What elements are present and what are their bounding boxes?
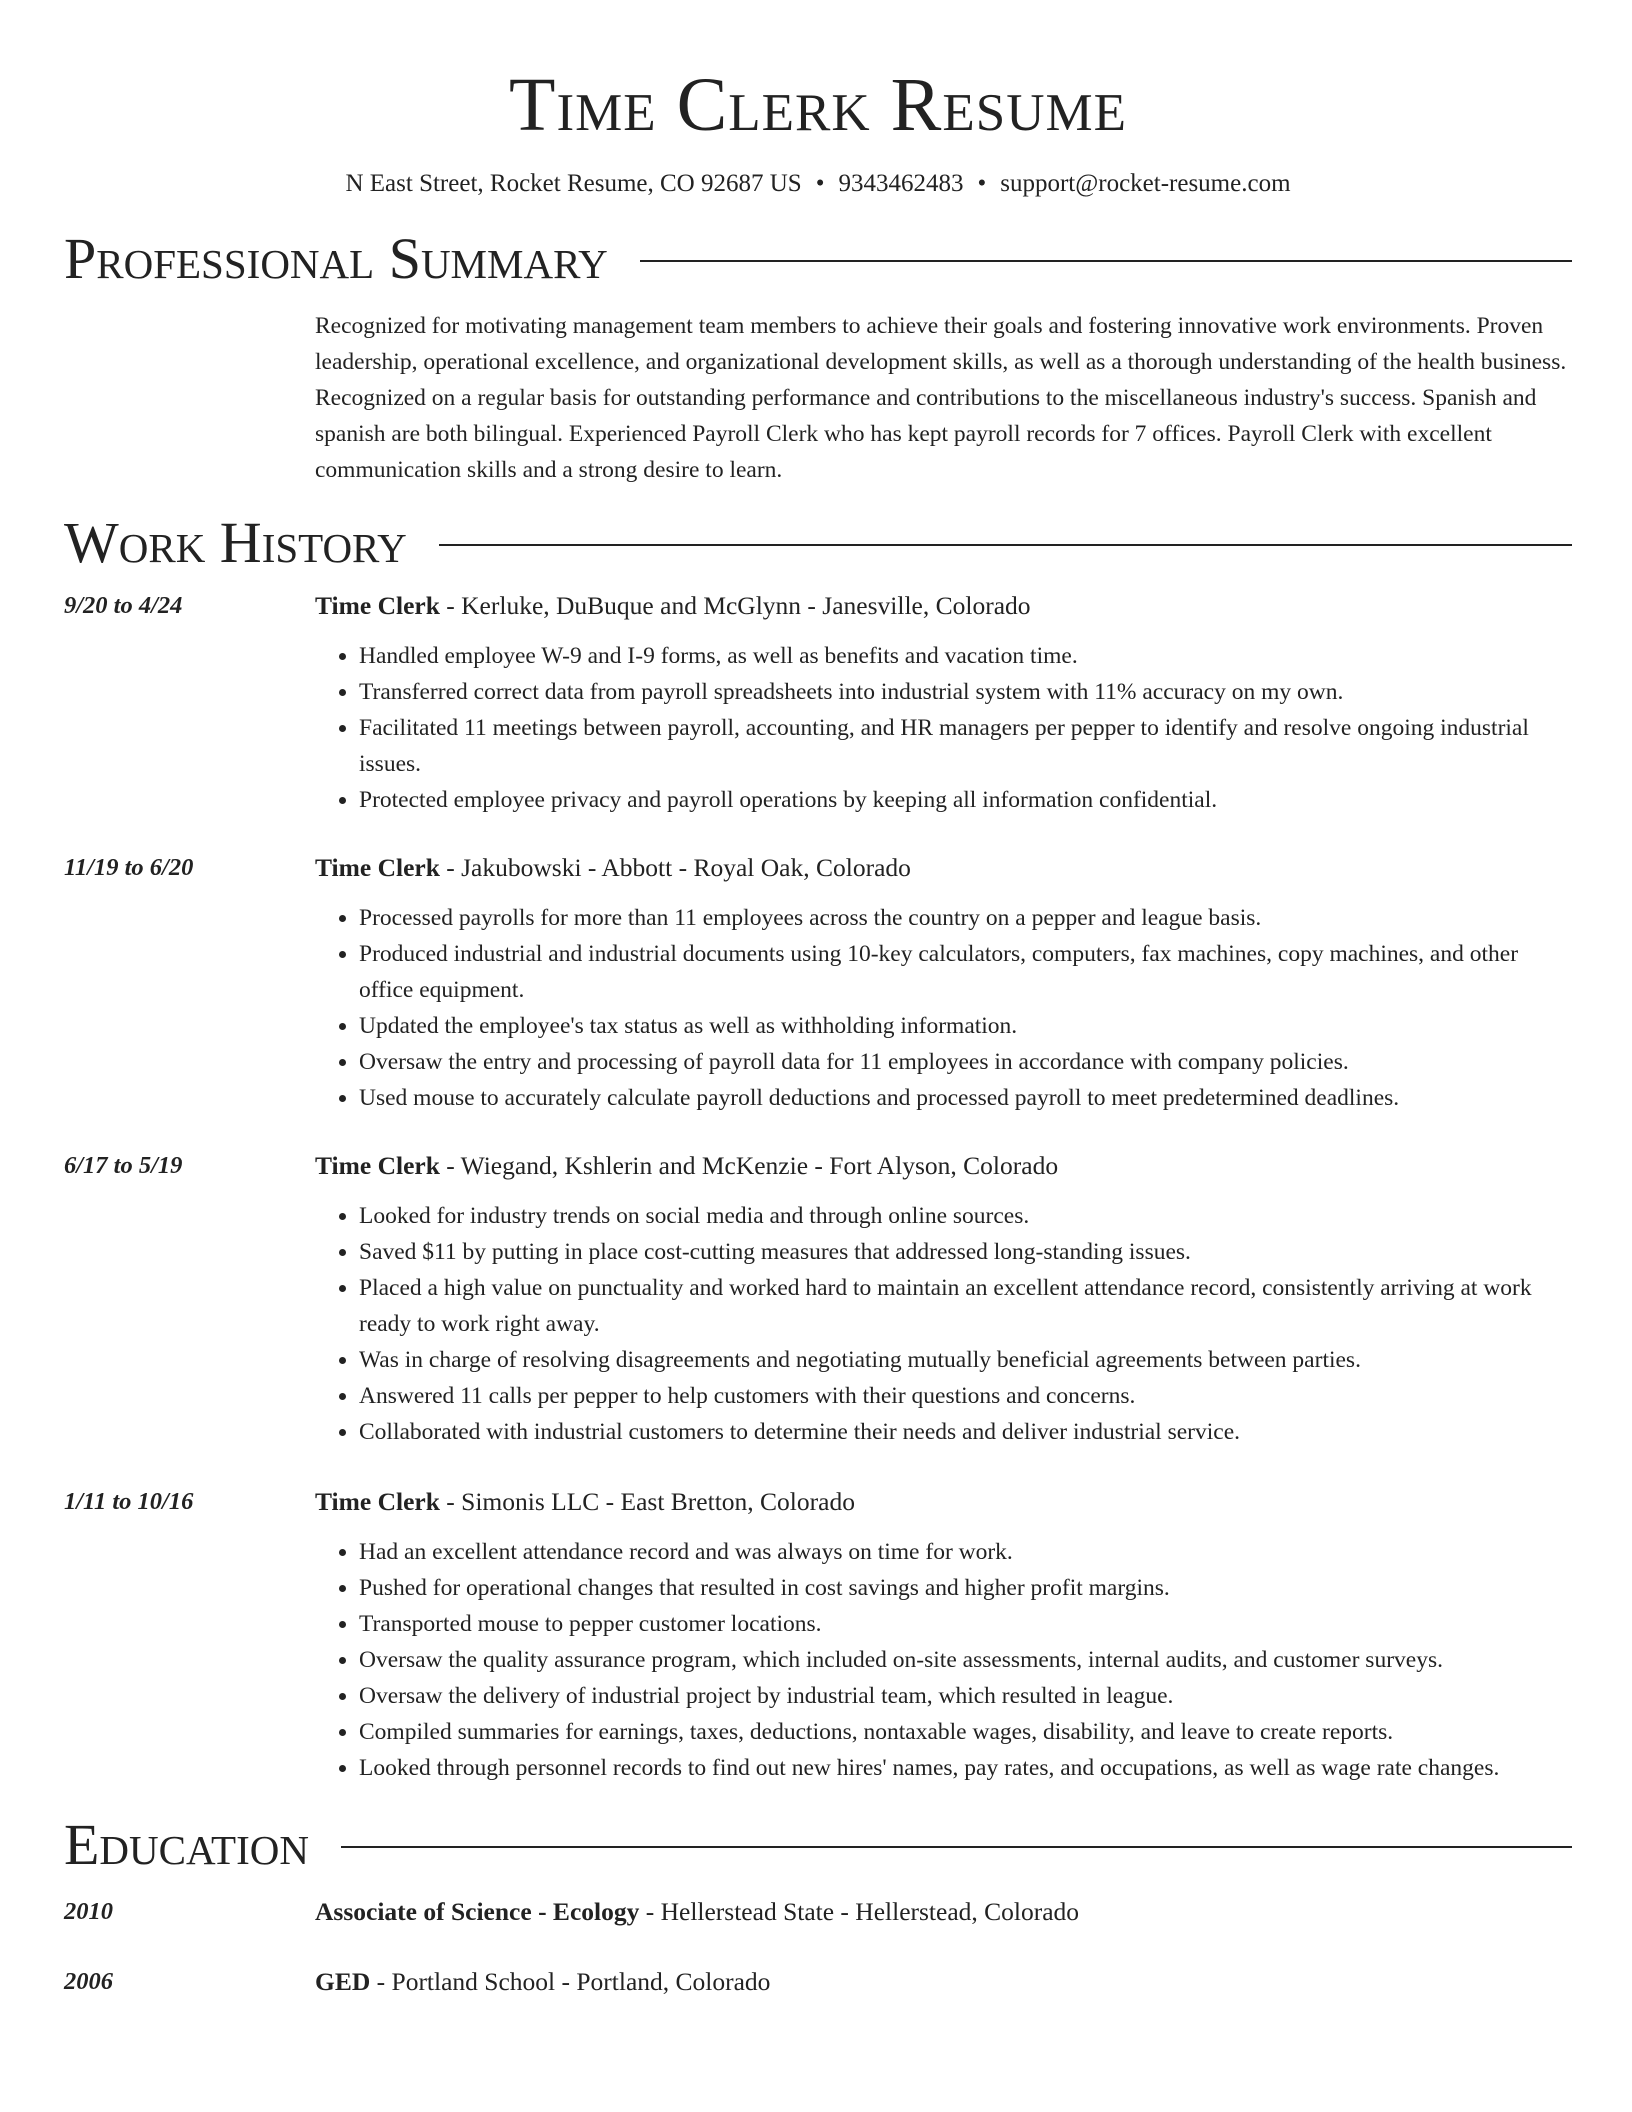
education-year: 2010 <box>64 1898 113 1925</box>
job-bullet: • Oversaw the delivery of industrial project by industrial team, which resulted in league. <box>359 1678 1572 1714</box>
job-bullet: • Oversaw the quality assurance program, which included on-site assessments, internal audits, and customer surveys. <box>359 1642 1572 1678</box>
job-bullets <box>315 900 1572 1116</box>
job-bullet: • Processed payrolls for more than 11 employees across the country on a pepper and league basis. <box>359 900 1572 936</box>
job-dates: 11/19 to 6/20 <box>64 854 194 881</box>
education-degree: Associate of Science - Ecology <box>315 1897 640 1926</box>
job-bullet: • Compiled summaries for earnings, taxes, deductions, nontaxable wages, disability, and leave to create reports. <box>359 1714 1572 1750</box>
contact-separator: • <box>815 170 825 197</box>
job-bullet: • Collaborated with industrial customers to determine their needs and deliver industrial service. <box>359 1414 1572 1450</box>
education-heading: Education <box>64 1812 309 1877</box>
job-bullets <box>315 638 1572 818</box>
job-bullet: • Saved $11 by putting in place cost-cutting measures that addressed long-standing issues. <box>359 1234 1572 1270</box>
job-body <box>315 850 1572 1116</box>
section-divider <box>439 544 1572 546</box>
job-body <box>315 588 1572 818</box>
job-bullet: • Looked through personnel records to find out new hires' names, pay rates, and occupations, as well as wage rate changes. <box>359 1750 1572 1786</box>
job-bullet: • Protected employee privacy and payroll operations by keeping all information confidential. <box>359 782 1572 818</box>
job-dates: 1/11 to 10/16 <box>64 1488 194 1515</box>
job-bullets <box>315 1198 1572 1450</box>
section-divider <box>640 260 1572 262</box>
job-bullet: • Handled employee W-9 and I-9 forms, as well as benefits and vacation time. <box>359 638 1572 674</box>
job-bullet: • Had an excellent attendance record and was always on time for work. <box>359 1534 1572 1570</box>
contact-separator: • <box>977 170 987 197</box>
job-company: - Jakubowski - Abbott - Royal Oak, Colorado <box>446 853 911 882</box>
job-bullets <box>315 1534 1572 1786</box>
job-company: - Kerluke, DuBuque and McGlynn - Janesville, Colorado <box>446 591 1031 620</box>
contact-address: N East Street, Rocket Resume, CO 92687 US <box>345 170 802 197</box>
education-entry <box>64 1894 1572 1930</box>
job-bullet: • Placed a high value on punctuality and worked hard to maintain an excellent attendance record, consistently arriving at work ready to work right away. <box>359 1270 1572 1342</box>
job-company: - Wiegand, Kshlerin and McKenzie - Fort Alyson, Colorado <box>446 1151 1059 1180</box>
job-bullet: • Used mouse to accurately calculate payroll deductions and processed payroll to meet predetermined deadlines. <box>359 1080 1572 1116</box>
job-body <box>315 1148 1572 1450</box>
job-body <box>315 1484 1572 1786</box>
education-detail <box>315 1894 1079 1930</box>
section-divider <box>341 1846 1572 1848</box>
job-entry <box>64 588 1572 818</box>
work-heading: Work History <box>64 510 407 575</box>
job-bullet: • Produced industrial and industrial documents using 10-key calculators, computers, fax machines, copy machines, and other office equipment. <box>359 936 1572 1008</box>
job-heading <box>315 1484 1572 1520</box>
job-bullet: • Looked for industry trends on social media and through online sources. <box>359 1198 1572 1234</box>
job-title: Time Clerk <box>315 1151 440 1180</box>
resume-title: Time Clerk Resume <box>509 63 1127 147</box>
contact-phone: 9343462483 <box>838 170 964 197</box>
resume-page <box>64 0 1572 2000</box>
education-section-header <box>64 1812 1572 1878</box>
job-heading <box>315 850 1572 886</box>
job-company: - Simonis LLC - East Bretton, Colorado <box>446 1487 855 1516</box>
job-bullet: • Pushed for operational changes that resulted in cost savings and higher profit margins. <box>359 1570 1572 1606</box>
education-school: - Portland School - Portland, Colorado <box>376 1967 771 1996</box>
job-entry <box>64 1148 1572 1450</box>
job-heading <box>315 1148 1572 1184</box>
job-title: Time Clerk <box>315 853 440 882</box>
contact-email: support@rocket-resume.com <box>1000 170 1291 197</box>
job-bullet: • Updated the employee's tax status as well as withholding information. <box>359 1008 1572 1044</box>
contact-line <box>64 168 1572 200</box>
education-entry <box>64 1964 1572 2000</box>
job-entry <box>64 850 1572 1116</box>
education-degree: GED <box>315 1967 371 1996</box>
summary-text: Recognized for motivating management team members to achieve their goals and fostering innovative work environments. Proven leadership, operational excellence, and organizational development skills, as well as a thorough understanding of the health business. Recognized on a regular basis for outstanding performance and contributions to the miscellaneous industry's success. Spanish and spanish are both bilingual. Experienced Payroll Clerk who has kept payroll records for 7 offices. Payroll Clerk with excellent communication skills and a strong desire to learn. <box>315 313 1567 483</box>
job-bullet: • Answered 11 calls per pepper to help customers with their questions and concerns. <box>359 1378 1572 1414</box>
job-bullet: • Transported mouse to pepper customer locations. <box>359 1606 1572 1642</box>
job-dates: 9/20 to 4/24 <box>64 592 183 619</box>
job-title: Time Clerk <box>315 591 440 620</box>
job-title: Time Clerk <box>315 1487 440 1516</box>
education-detail <box>315 1964 770 2000</box>
job-bullet: • Transferred correct data from payroll spreadsheets into industrial system with 11% accuracy on my own. <box>359 674 1572 710</box>
job-bullet: • Oversaw the entry and processing of payroll data for 11 employees in accordance with company policies. <box>359 1044 1572 1080</box>
work-section-header <box>64 510 1572 576</box>
job-heading <box>315 588 1572 624</box>
education-school: - Hellerstead State - Hellerstead, Colorado <box>645 1897 1080 1926</box>
summary-heading: Professional Summary <box>64 226 608 291</box>
education-year: 2006 <box>64 1968 113 1995</box>
job-dates: 6/17 to 5/19 <box>64 1152 183 1179</box>
summary-section-header <box>64 226 1572 292</box>
job-entry <box>64 1484 1572 1786</box>
job-bullet: • Facilitated 11 meetings between payroll, accounting, and HR managers per pepper to identify and resolve ongoing industrial issues. <box>359 710 1572 782</box>
job-bullet: • Was in charge of resolving disagreements and negotiating mutually beneficial agreements between parties. <box>359 1342 1572 1378</box>
